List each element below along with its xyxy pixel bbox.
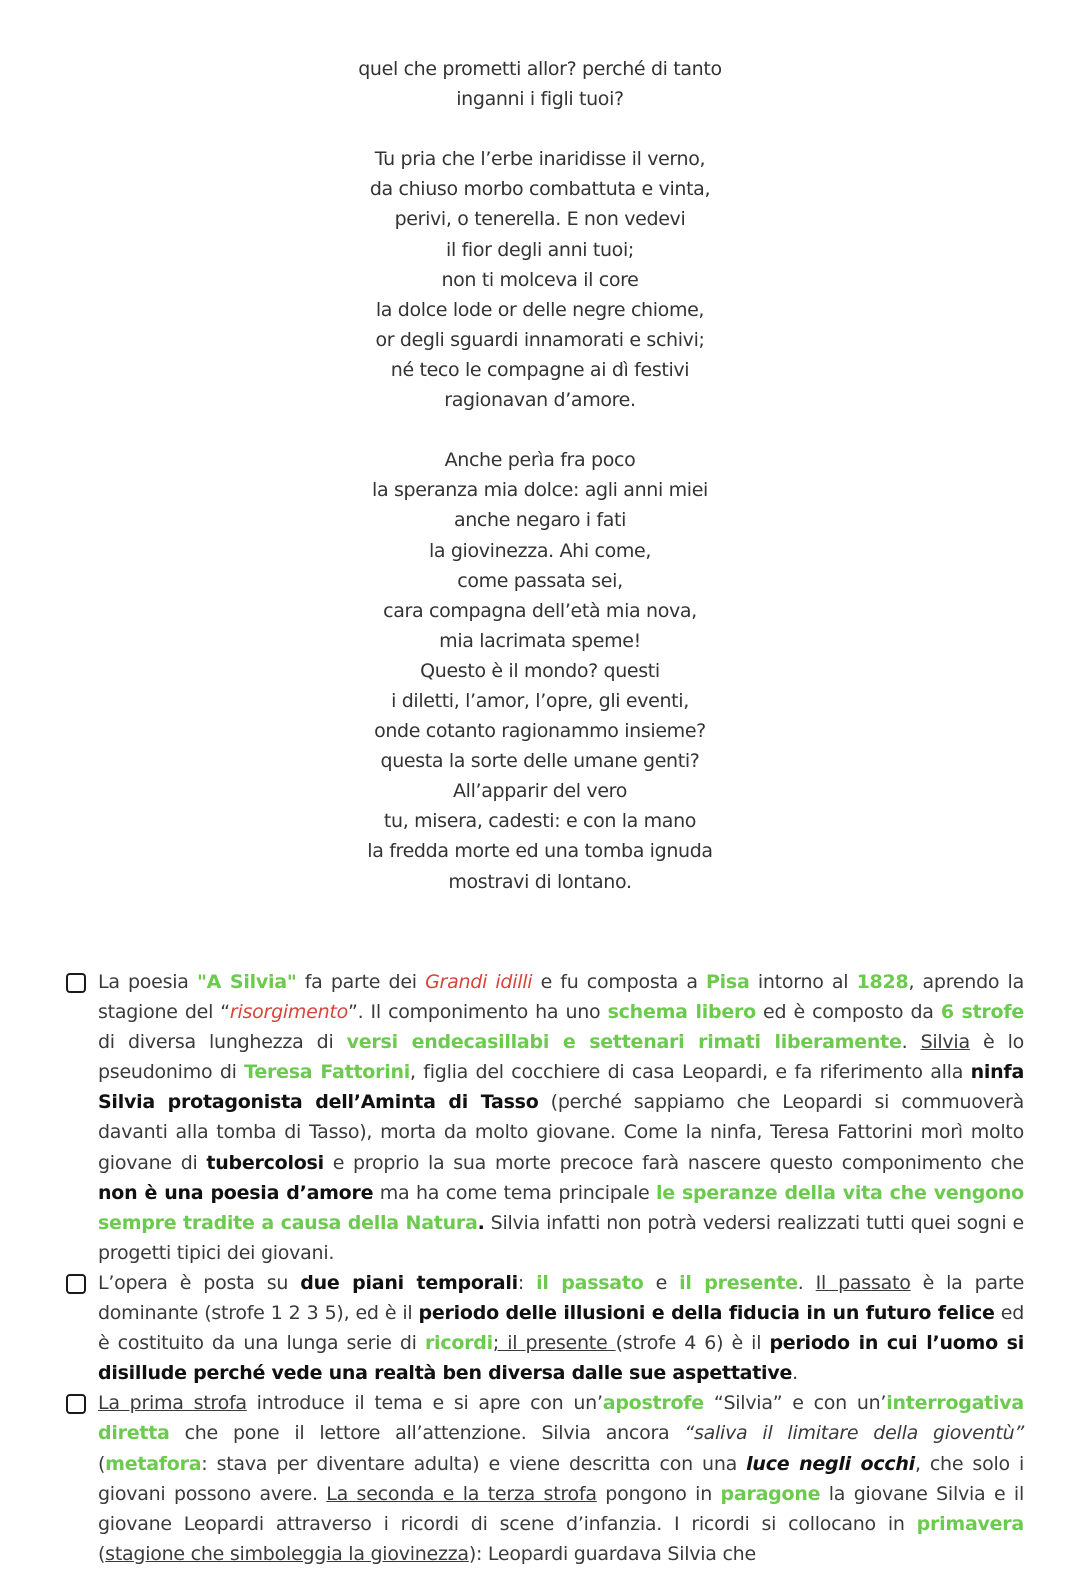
- note-run: è la parte dominante (strofe 1 2 3 5), ed è il: [98, 1271, 1025, 1325]
- note-run: il presente: [679, 1271, 798, 1294]
- note-run: (perché sappiamo che Leopardi si commuoverà davanti alla tomba di Tasso), morta da molto giovane. Come la ninfa, Teresa Fattorini morì molto giovane di: [98, 1091, 1024, 1174]
- note-run: intorno al: [749, 971, 857, 993]
- poem-line: anche negaro i fati: [453, 509, 627, 532]
- note-run: .: [477, 1211, 485, 1234]
- note-run: :: [517, 1271, 537, 1294]
- poem-line: mia lacrimata speme!: [439, 629, 641, 652]
- poem-line: Tu pria che l’erbe inaridisse il verno,: [374, 148, 706, 171]
- note-run: ; il presente: [492, 1332, 616, 1355]
- note-run: Il passato: [815, 1271, 911, 1294]
- note-run: risorgimento: [229, 1001, 348, 1024]
- poem-line: quel che prometti allor? perché di tanto: [358, 58, 722, 80]
- note-run: ed è composto da: [755, 1001, 941, 1024]
- note-run: ma ha come tema principale: [373, 1181, 656, 1204]
- note-run: : stava per diventare adulta) e viene descritta con una: [201, 1452, 747, 1475]
- poem-stanza-3: [290, 445, 790, 896]
- poem-stanza-1: [290, 54, 790, 114]
- poem-line: onde cotanto ragionammo insieme?: [374, 720, 706, 743]
- note-run: introduce il tema e si apre con un’: [246, 1392, 603, 1415]
- poem-line: questa la sorte delle umane genti?: [380, 750, 700, 773]
- note-run: , figlia del cocchiere di casa Leopardi, e fa riferimento alla: [410, 1061, 971, 1084]
- note-run: versi endecasillabi e settenari rimati liberamente: [346, 1031, 902, 1054]
- note-run: periodo in cui l’uomo si disillude perché vede una realtà ben diversa dalle sue aspettative: [98, 1332, 1025, 1385]
- note-run: Silvia infatti non potrà vedersi realizzati tutti quei sogni e progetti tipici dei giovani.: [98, 1211, 1025, 1264]
- note-run: il passato: [536, 1271, 644, 1294]
- note-item: [66, 1388, 1024, 1569]
- note-run: ninfa Silvia protagonista dell’Aminta di Tasso: [98, 1061, 1025, 1114]
- note-run: le speranze della vita che vengono sempre tradite a causa della Natura: [98, 1181, 1024, 1234]
- note-run: stagione che simboleggia la giovinezza: [105, 1542, 469, 1565]
- note-run: “Silvia” e con un’: [703, 1392, 887, 1415]
- poem-line: ragionavan d’amore.: [444, 389, 636, 412]
- poem-line: mostravi di lontano.: [448, 870, 632, 893]
- note-text: [98, 1392, 1024, 1564]
- note-run: Silvia: [920, 1031, 970, 1054]
- note-run: , aprendo la stagione del “: [98, 971, 1024, 1024]
- note-run: è lo pseudonimo di: [98, 1031, 1024, 1084]
- note-run: fa parte dei: [296, 971, 426, 993]
- note-run: e proprio la sua morte precoce farà nascere questo componimento che: [323, 1151, 1024, 1174]
- poem-line: Questo è il mondo? questi: [420, 659, 660, 682]
- note-run: , che solo i giovani possono avere.: [98, 1452, 1025, 1505]
- note-run: periodo delle illusioni e della fiducia in un futuro felice: [418, 1302, 995, 1325]
- note-run: primavera: [916, 1512, 1024, 1535]
- note-run: 1828: [856, 971, 909, 993]
- note-run: interrogativa diretta: [98, 1392, 1024, 1445]
- notes-list: [66, 967, 1024, 1569]
- note-run: paragone: [720, 1482, 821, 1505]
- note-run: (: [98, 1452, 106, 1475]
- note-checkbox[interactable]: [66, 1274, 86, 1294]
- poem-line: Anche perìa fra poco: [444, 449, 636, 472]
- note-run: ricordi: [424, 1332, 493, 1355]
- note-run: La seconda e la terza strofa: [326, 1482, 597, 1505]
- poem-line: la speranza mia dolce: agli anni miei: [372, 479, 708, 502]
- note-run: ): Leopardi guardava Silvia che: [468, 1542, 756, 1565]
- note-run: schema libero: [607, 1001, 756, 1024]
- note-run: .: [797, 1271, 816, 1294]
- poem-line: la fredda morte ed una tomba ignuda: [367, 840, 713, 863]
- note-run: Grandi idilli: [425, 971, 533, 993]
- note-item: [66, 1268, 1024, 1388]
- note-run: metafora: [105, 1452, 202, 1475]
- note-run: ”. Il componimento ha uno: [347, 1001, 608, 1024]
- note-text: [98, 1272, 1024, 1384]
- note-run: due piani temporali: [300, 1271, 518, 1294]
- poem-line: tu, misera, cadesti: e con la mano: [383, 810, 697, 833]
- note-text: [98, 971, 1024, 1264]
- poem-line: né teco le compagne ai dì festivi: [390, 358, 690, 381]
- note-run: ed è costituito da una lunga serie di: [98, 1302, 1025, 1355]
- note-checkbox[interactable]: [66, 1394, 86, 1414]
- note-run: .: [792, 1362, 798, 1385]
- poem-line: All’apparir del vero: [453, 780, 627, 803]
- note-run: non è una poesia d’amore: [98, 1181, 374, 1204]
- note-run: L’opera è posta su: [98, 1271, 301, 1294]
- note-run: che pone il lettore all’attenzione. Silvia ancora: [169, 1422, 685, 1445]
- poem-line: perivi, o tenerella. E non vedevi: [394, 208, 686, 231]
- poem-line: or degli sguardi innamorati e schivi;: [375, 328, 705, 351]
- poem-stanza-2: [290, 144, 790, 415]
- note-run: .: [901, 1031, 921, 1054]
- note-run: apostrofe: [602, 1392, 704, 1415]
- note-run: pongono in: [596, 1482, 721, 1505]
- note-run: tubercolosi: [206, 1151, 324, 1174]
- poem: [290, 54, 790, 897]
- poem-line: la giovinezza. Ahi come,: [428, 539, 652, 562]
- note-run: (: [98, 1542, 106, 1565]
- note-run: Teresa Fattorini: [244, 1061, 411, 1084]
- note-run: (strofe 4 6) è il: [615, 1332, 770, 1355]
- note-item: [66, 967, 1024, 1268]
- poem-line: la dolce lode or delle negre chiome,: [375, 298, 705, 321]
- poem-line: inganni i figli tuoi?: [456, 88, 624, 111]
- note-run: e: [643, 1271, 680, 1294]
- note-run: la giovane Silvia e il giovane Leopardi attraverso i ricordi di scene d’infanzia. I ricordi si collocano in: [98, 1482, 1024, 1535]
- note-run: 6 strofe: [940, 1001, 1025, 1024]
- note-run: luce negli occhi: [746, 1452, 915, 1475]
- poem-line: il fior degli anni tuoi;: [446, 238, 634, 261]
- note-run: di diversa lunghezza di: [98, 1031, 347, 1054]
- note-run: “saliva il limitare della gioventù”: [684, 1422, 1024, 1445]
- note-run: La prima strofa: [98, 1392, 247, 1415]
- poem-line: cara compagna dell’età mia nova,: [383, 599, 697, 622]
- poem-line: da chiuso morbo combattuta e vinta,: [369, 178, 711, 201]
- poem-line: i diletti, l’amor, l’opre, gli eventi,: [391, 689, 689, 712]
- note-checkbox[interactable]: [66, 973, 86, 993]
- note-run: e fu composta a: [532, 971, 706, 993]
- note-run: La poesia: [98, 971, 197, 993]
- note-run: Pisa: [705, 971, 750, 993]
- poem-line: come passata sei,: [457, 569, 623, 592]
- poem-line: non ti molceva il core: [441, 268, 639, 291]
- note-run: "A Silvia": [196, 971, 297, 993]
